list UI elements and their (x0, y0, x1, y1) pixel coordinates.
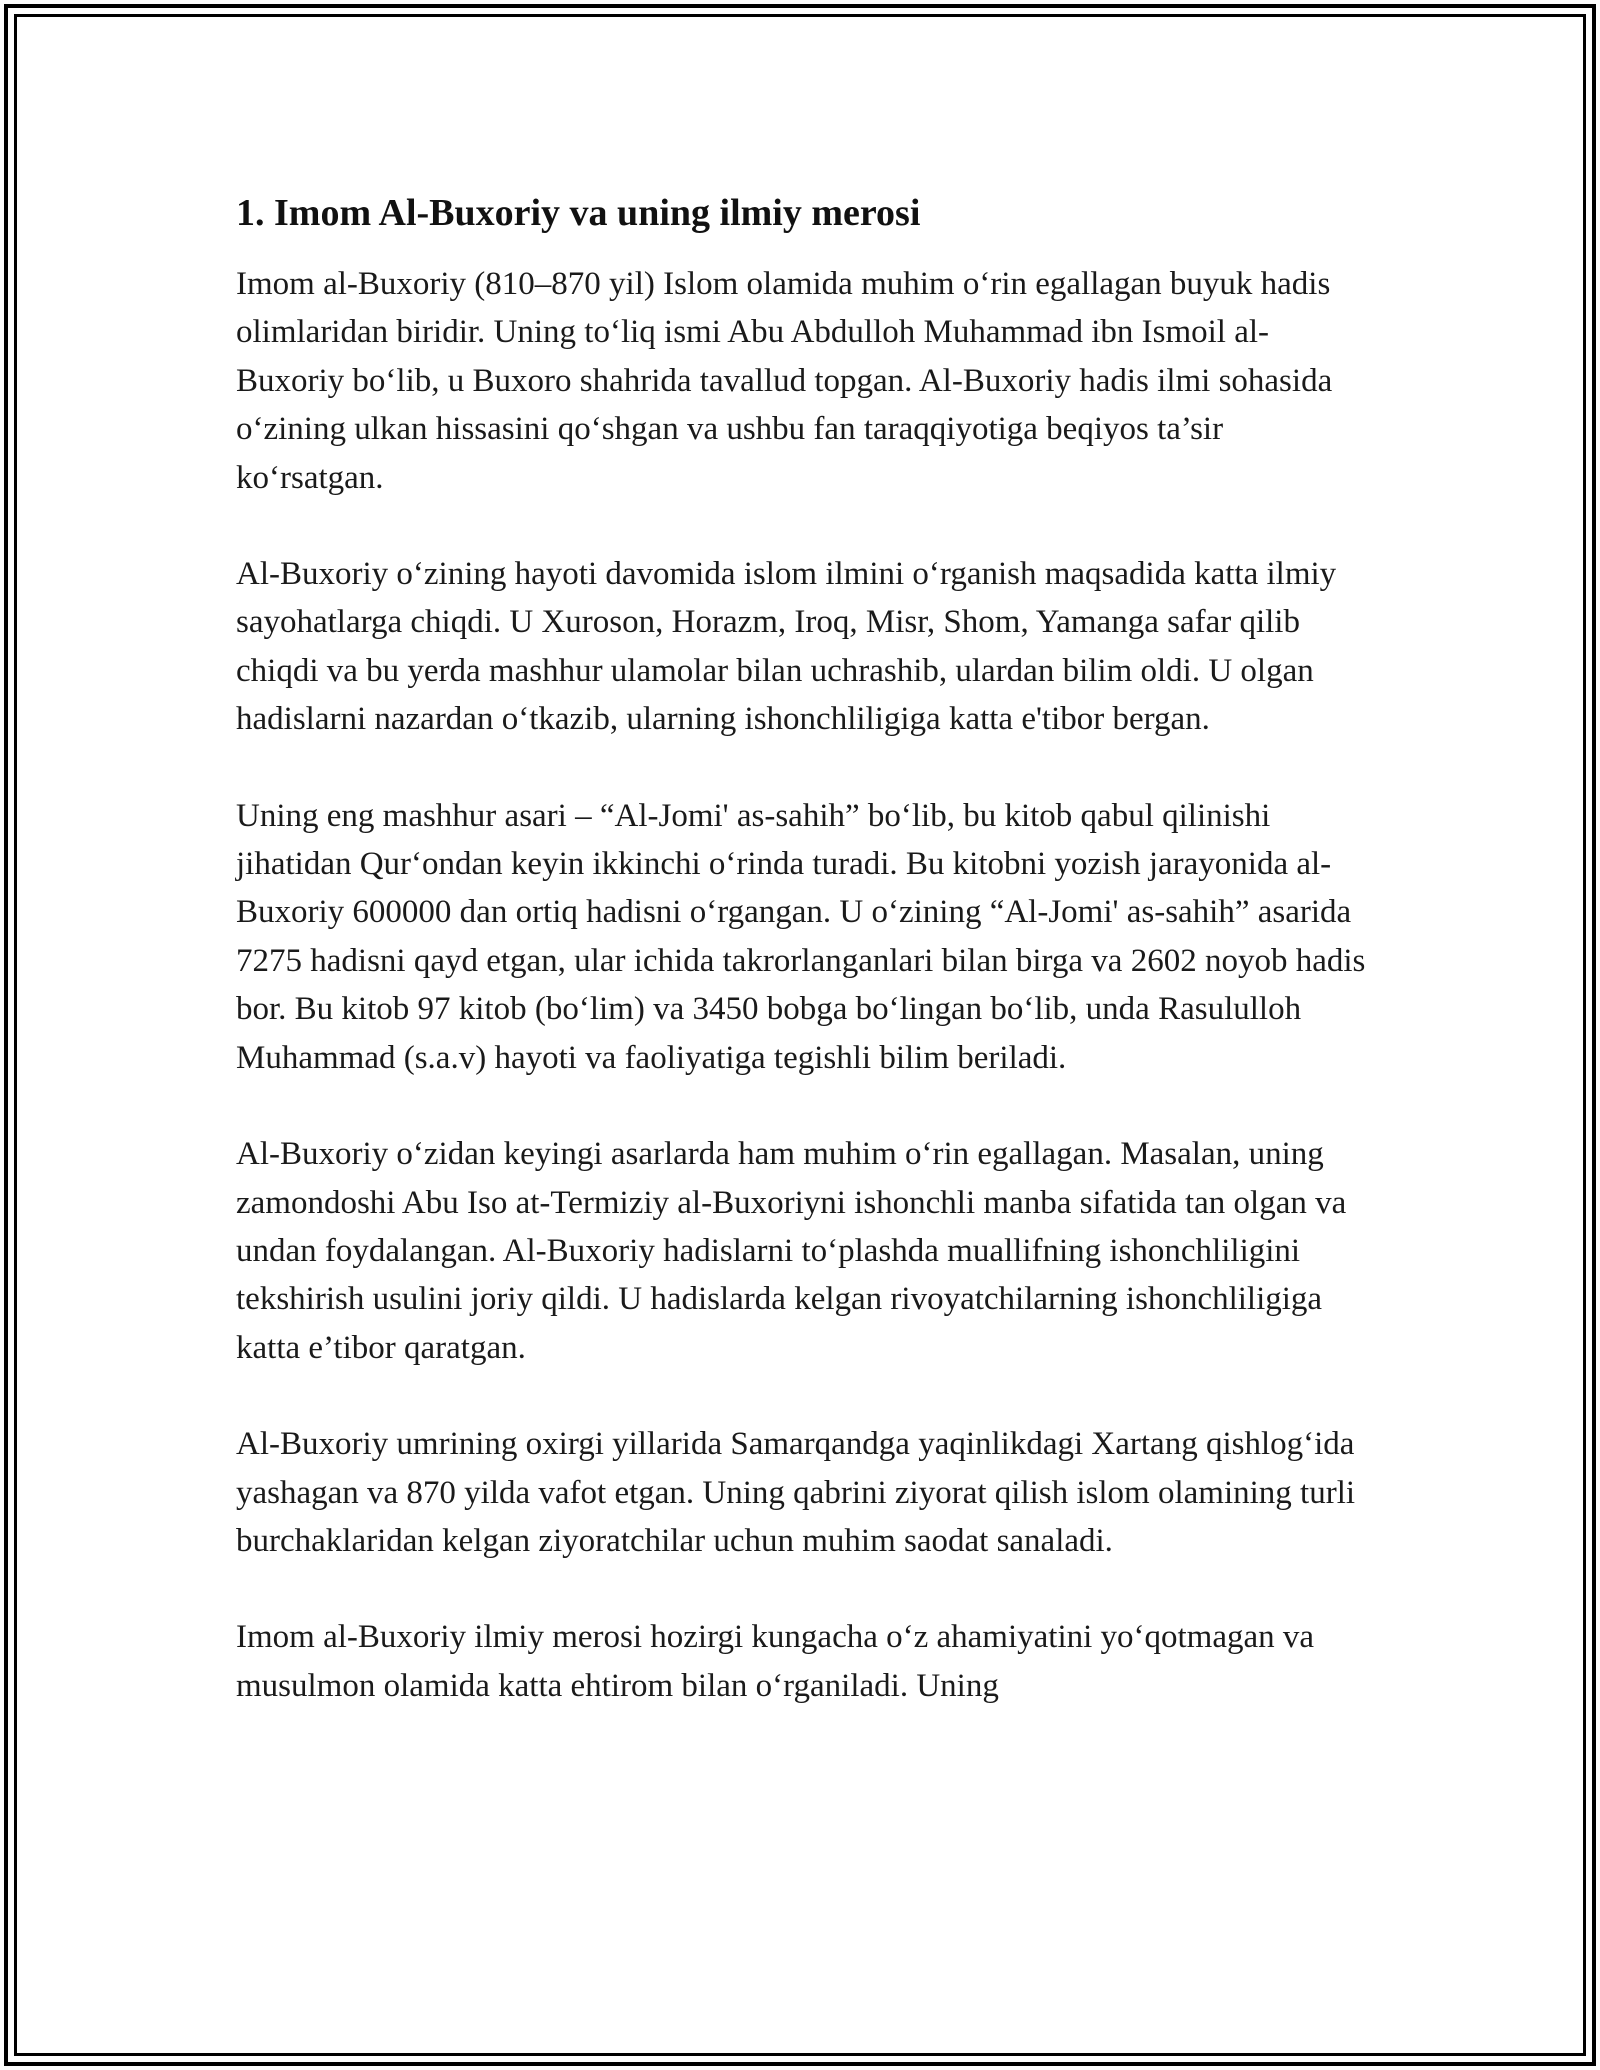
document-body (236, 188, 1376, 1710)
paragraph-final-years: Al-Buxoriy umrining oxirgi yillarida Samarqandga yaqinlikdagi Xartang qishlogʻida yashagan va 870 yilda vafot etgan. Uning qabrini ziyorat qilish islom olamining turli burchaklaridan kelgan ziyoratchilar uchun muhim saodat sanaladi. (236, 1426, 1356, 1559)
paragraph-travels: Al-Buxoriy oʻzining hayoti davomida islom ilmini oʻrganish maqsadida katta ilmiy sayohatlarga chiqdi. U Xuroson, Horazm, Iroq, Misr, Shom, Yamanga safar qilib chiqdi va bu yerda mashhur ulamolar bilan uchrashib, ulardan bilim oldi. U olgan hadislarni nazardan oʻtkazib, ularning ishonchliligiga katta e'tibor bergan. (236, 556, 1337, 738)
section-heading: 1. Imom Al-Buxoriy va uning ilmiy merosi (236, 192, 921, 234)
paragraph-influence: Al-Buxoriy oʻzidan keyingi asarlarda ham muhim oʻrin egallagan. Masalan, uning zamondoshi Abu Iso at-Termiziy al-Buxoriyni ishonchli manba sifatida tan olgan va undan foydalangan. Al-Buxoriy hadislarni toʻplashda muallifning ishonchliligini tekshirish usulini joriy qildi. U hadislarda kelgan rivoyatchilarning ishonchliligiga katta e’tibor qaratgan. (236, 1136, 1347, 1366)
paragraph-main-work: Uning eng mashhur asari – “Al-Jomi' as-sahih” boʻlib, bu kitob qabul qilinishi jihatidan Qurʻondan keyin ikkinchi oʻrinda turadi. Bu kitobni yozish jarayonida al-Buxoriy 600000 dan ortiq hadisni oʻrgangan. U oʻzining “Al-Jomi' as-sahih” asarida 7275 hadisni qayd etgan, ular ichida takrorlanganlari bilan birga va 2602 noyob hadis bor. Bu kitob 97 kitob (boʻlim) va 3450 bobga boʻlingan boʻlib, unda Rasululloh Muhammad (s.a.v) hayoti va faoliyatiga tegishli bilim beriladi. (236, 797, 1366, 1076)
paragraph-legacy: Imom al-Buxoriy ilmiy merosi hozirgi kungacha oʻz ahamiyatini yoʻqotmagan va musulmon olamida katta ehtirom bilan oʻrganiladi. Uning (236, 1619, 1315, 1704)
paragraph-intro: Imom al-Buxoriy (810–870 yil) Islom olamida muhim oʻrin egallagan buyuk hadis olimlaridan biridir. Uning toʻliq ismi Abu Abdulloh Muhammad ibn Ismoil al-Buxoriy boʻlib, u Buxoro shahrida tavallud topgan. Al-Buxoriy hadis ilmi sohasida oʻzining ulkan hissasini qoʻshgan va ushbu fan taraqqiyotiga beqiyos ta’sir koʻrsatgan. (236, 266, 1333, 496)
